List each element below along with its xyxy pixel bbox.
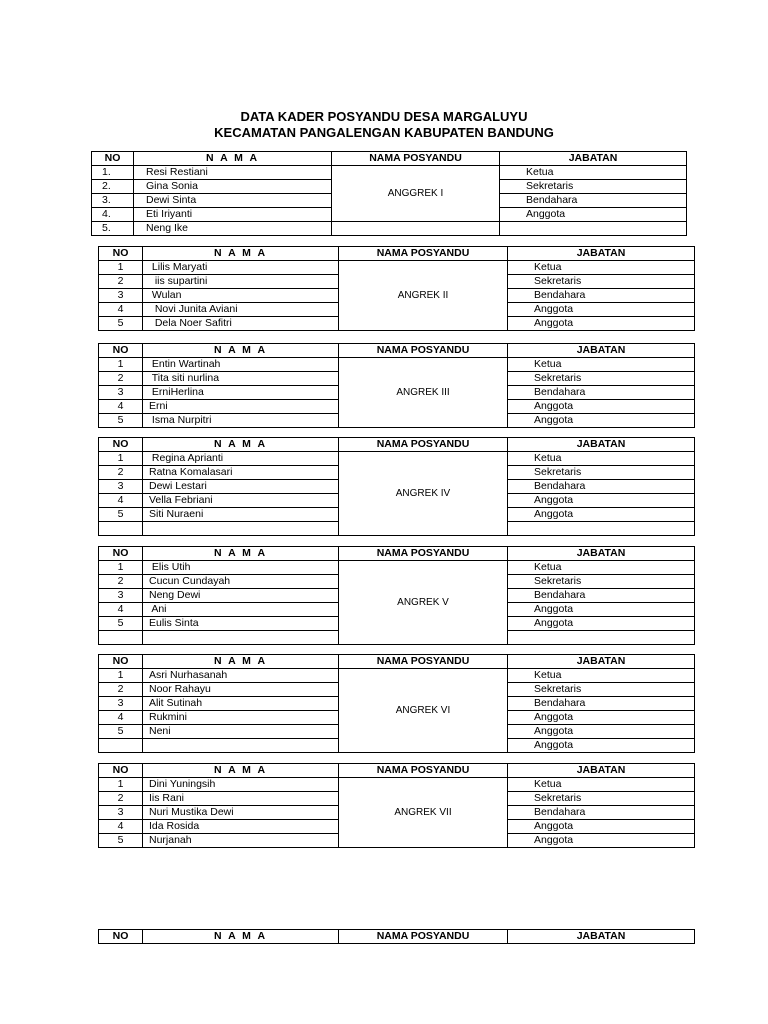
cadre-name: Noor Rahayu — [143, 683, 339, 697]
row-number — [99, 739, 143, 753]
header-nama: N A M A — [143, 655, 339, 669]
position-title: Ketua — [500, 166, 687, 180]
cadre-name: Resi Restiani — [134, 166, 332, 180]
header-no: NO — [99, 655, 143, 669]
position-title: Ketua — [508, 561, 695, 575]
table-row — [99, 452, 695, 466]
cadre-name: Erni — [143, 400, 339, 414]
posyandu-name: ANGREK IV — [339, 452, 508, 536]
header-jabatan: JABATAN — [508, 764, 695, 778]
cadre-name: Tita siti nurlina — [143, 372, 339, 386]
row-number: 5 — [99, 508, 143, 522]
cadre-name — [143, 739, 339, 753]
row-number: 5 — [99, 725, 143, 739]
position-title: Bendahara — [508, 289, 695, 303]
posyandu-name: ANGREK VII — [339, 778, 508, 848]
posyandu-name: ANGREK II — [339, 261, 508, 331]
row-number: 2 — [99, 372, 143, 386]
table-row — [99, 561, 695, 575]
cadre-name: Lilis Maryati — [143, 261, 339, 275]
table-row — [99, 669, 695, 683]
row-number: 5 — [99, 834, 143, 848]
position-title: Sekretaris — [508, 575, 695, 589]
position-title: Ketua — [508, 261, 695, 275]
table-header-row — [99, 247, 695, 261]
table-row — [99, 261, 695, 275]
header-no: NO — [99, 930, 143, 944]
cadre-name: Gina Sonia — [134, 180, 332, 194]
position-title: Bendahara — [500, 194, 687, 208]
page-title-line2: KECAMATAN PANGALENGAN KABUPATEN BANDUNG — [214, 125, 554, 140]
position-title: Anggota — [508, 739, 695, 753]
row-number: 1. — [92, 166, 134, 180]
table-header-row — [92, 152, 687, 166]
position-title: Bendahara — [508, 697, 695, 711]
position-title: Bendahara — [508, 480, 695, 494]
position-title — [500, 222, 687, 236]
page-title-line1: DATA KADER POSYANDU DESA MARGALUYU — [240, 109, 528, 124]
header-jabatan: JABATAN — [508, 247, 695, 261]
posyandu-name: ANGREK III — [339, 358, 508, 428]
posyandu-name: ANGREK VI — [339, 669, 508, 753]
header-nama: N A M A — [134, 152, 332, 166]
table-header-row — [99, 438, 695, 452]
row-number: 5 — [99, 617, 143, 631]
row-number: 1 — [99, 561, 143, 575]
position-title: Ketua — [508, 452, 695, 466]
cadre-name: Eulis Sinta — [143, 617, 339, 631]
posyandu-table — [98, 437, 695, 536]
table-header-row — [99, 344, 695, 358]
position-title: Anggota — [508, 317, 695, 331]
posyandu-table — [91, 151, 687, 236]
cadre-name: iis supartini — [143, 275, 339, 289]
cadre-name: Asri Nurhasanah — [143, 669, 339, 683]
table-header-row — [99, 655, 695, 669]
cadre-name: Vella Febriani — [143, 494, 339, 508]
row-number: 4 — [99, 603, 143, 617]
row-number: 4 — [99, 820, 143, 834]
header-jabatan: JABATAN — [508, 547, 695, 561]
position-title — [508, 522, 695, 536]
position-title: Anggota — [508, 508, 695, 522]
row-number: 1 — [99, 358, 143, 372]
header-posyandu: NAMA POSYANDU — [339, 655, 508, 669]
table-row — [99, 778, 695, 792]
table-header-row — [99, 547, 695, 561]
position-title: Anggota — [508, 711, 695, 725]
header-jabatan: JABATAN — [508, 344, 695, 358]
cadre-name: Novi Junita Aviani — [143, 303, 339, 317]
position-title: Anggota — [508, 494, 695, 508]
cadre-name: Wulan — [143, 289, 339, 303]
table-header-row — [99, 764, 695, 778]
header-no: NO — [99, 547, 143, 561]
row-number: 1 — [99, 261, 143, 275]
row-number: 1 — [99, 452, 143, 466]
header-jabatan: JABATAN — [508, 930, 695, 944]
position-title: Ketua — [508, 358, 695, 372]
header-posyandu: NAMA POSYANDU — [339, 764, 508, 778]
header-jabatan: JABATAN — [508, 655, 695, 669]
cadre-name: Neni — [143, 725, 339, 739]
cadre-name: Alit Sutinah — [143, 697, 339, 711]
cadre-name: Dewi Lestari — [143, 480, 339, 494]
cadre-name: Iis Rani — [143, 792, 339, 806]
row-number: 4 — [99, 400, 143, 414]
position-title: Anggota — [508, 303, 695, 317]
row-number: 4 — [99, 303, 143, 317]
row-number: 1 — [99, 669, 143, 683]
row-number: 1 — [99, 778, 143, 792]
row-number: 2 — [99, 683, 143, 697]
row-number: 2 — [99, 466, 143, 480]
cadre-name: Ida Rosida — [143, 820, 339, 834]
position-title: Anggota — [508, 414, 695, 428]
row-number — [99, 631, 143, 645]
posyandu-name: ANGGREK I — [332, 166, 500, 222]
posyandu-table — [98, 343, 695, 428]
row-number: 3 — [99, 480, 143, 494]
position-title: Sekretaris — [500, 180, 687, 194]
position-title: Anggota — [508, 400, 695, 414]
position-title: Bendahara — [508, 806, 695, 820]
table-row — [92, 166, 687, 180]
row-number: 2. — [92, 180, 134, 194]
header-posyandu: NAMA POSYANDU — [339, 438, 508, 452]
posyandu-name: ANGREK V — [339, 561, 508, 645]
cadre-name: Eti Iriyanti — [134, 208, 332, 222]
position-title: Ketua — [508, 778, 695, 792]
position-title — [508, 631, 695, 645]
position-title: Anggota — [508, 603, 695, 617]
header-nama: N A M A — [143, 547, 339, 561]
row-number: 5. — [92, 222, 134, 236]
cadre-name: Siti Nuraeni — [143, 508, 339, 522]
position-title: Bendahara — [508, 386, 695, 400]
header-nama: N A M A — [143, 438, 339, 452]
posyandu-table — [98, 654, 695, 753]
header-no: NO — [99, 438, 143, 452]
header-posyandu: NAMA POSYANDU — [332, 152, 500, 166]
row-number: 2 — [99, 792, 143, 806]
cadre-name: Isma Nurpitri — [143, 414, 339, 428]
cadre-name: Dela Noer Safitri — [143, 317, 339, 331]
position-title: Sekretaris — [508, 372, 695, 386]
position-title: Anggota — [508, 834, 695, 848]
posyandu-table — [98, 929, 695, 944]
row-number: 4 — [99, 494, 143, 508]
row-number: 3 — [99, 289, 143, 303]
cadre-name: Nurjanah — [143, 834, 339, 848]
posyandu-empty-cell — [332, 222, 500, 236]
cadre-name: Dini Yuningsih — [143, 778, 339, 792]
cadre-name: Elis Utih — [143, 561, 339, 575]
header-posyandu: NAMA POSYANDU — [339, 930, 508, 944]
cadre-name: Dewi Sinta — [134, 194, 332, 208]
cadre-name — [143, 631, 339, 645]
header-no: NO — [99, 764, 143, 778]
position-title: Sekretaris — [508, 792, 695, 806]
cadre-name: Neng Dewi — [143, 589, 339, 603]
position-title: Sekretaris — [508, 683, 695, 697]
cadre-name: Entin Wartinah — [143, 358, 339, 372]
row-number: 5 — [99, 414, 143, 428]
position-title: Anggota — [508, 820, 695, 834]
header-nama: N A M A — [143, 344, 339, 358]
cadre-name: ErniHerlina — [143, 386, 339, 400]
position-title: Sekretaris — [508, 466, 695, 480]
cadre-name: Cucun Cundayah — [143, 575, 339, 589]
row-number: 5 — [99, 317, 143, 331]
position-title: Anggota — [500, 208, 687, 222]
posyandu-table — [98, 546, 695, 645]
row-number: 3 — [99, 697, 143, 711]
row-number: 4 — [99, 711, 143, 725]
header-no: NO — [99, 247, 143, 261]
header-jabatan: JABATAN — [500, 152, 687, 166]
cadre-name: Ani — [143, 603, 339, 617]
cadre-name: Neng Ike — [134, 222, 332, 236]
position-title: Sekretaris — [508, 275, 695, 289]
header-posyandu: NAMA POSYANDU — [339, 547, 508, 561]
table-header-row — [99, 930, 695, 944]
position-title: Anggota — [508, 725, 695, 739]
row-number: 2 — [99, 575, 143, 589]
row-number: 3 — [99, 386, 143, 400]
header-nama: N A M A — [143, 764, 339, 778]
position-title: Ketua — [508, 669, 695, 683]
cadre-name — [143, 522, 339, 536]
header-no: NO — [99, 344, 143, 358]
row-number: 3. — [92, 194, 134, 208]
header-nama: N A M A — [143, 247, 339, 261]
position-title: Anggota — [508, 617, 695, 631]
header-posyandu: NAMA POSYANDU — [339, 247, 508, 261]
row-number: 3 — [99, 589, 143, 603]
cadre-name: Ratna Komalasari — [143, 466, 339, 480]
table-row — [99, 358, 695, 372]
row-number: 3 — [99, 806, 143, 820]
row-number — [99, 522, 143, 536]
posyandu-table — [98, 763, 695, 848]
header-no: NO — [92, 152, 134, 166]
header-jabatan: JABATAN — [508, 438, 695, 452]
header-nama: N A M A — [143, 930, 339, 944]
header-posyandu: NAMA POSYANDU — [339, 344, 508, 358]
posyandu-table — [98, 246, 695, 331]
row-number: 2 — [99, 275, 143, 289]
cadre-name: Nuri Mustika Dewi — [143, 806, 339, 820]
table-row — [92, 222, 687, 236]
row-number: 4. — [92, 208, 134, 222]
cadre-name: Rukmini — [143, 711, 339, 725]
cadre-name: Regina Aprianti — [143, 452, 339, 466]
position-title: Bendahara — [508, 589, 695, 603]
